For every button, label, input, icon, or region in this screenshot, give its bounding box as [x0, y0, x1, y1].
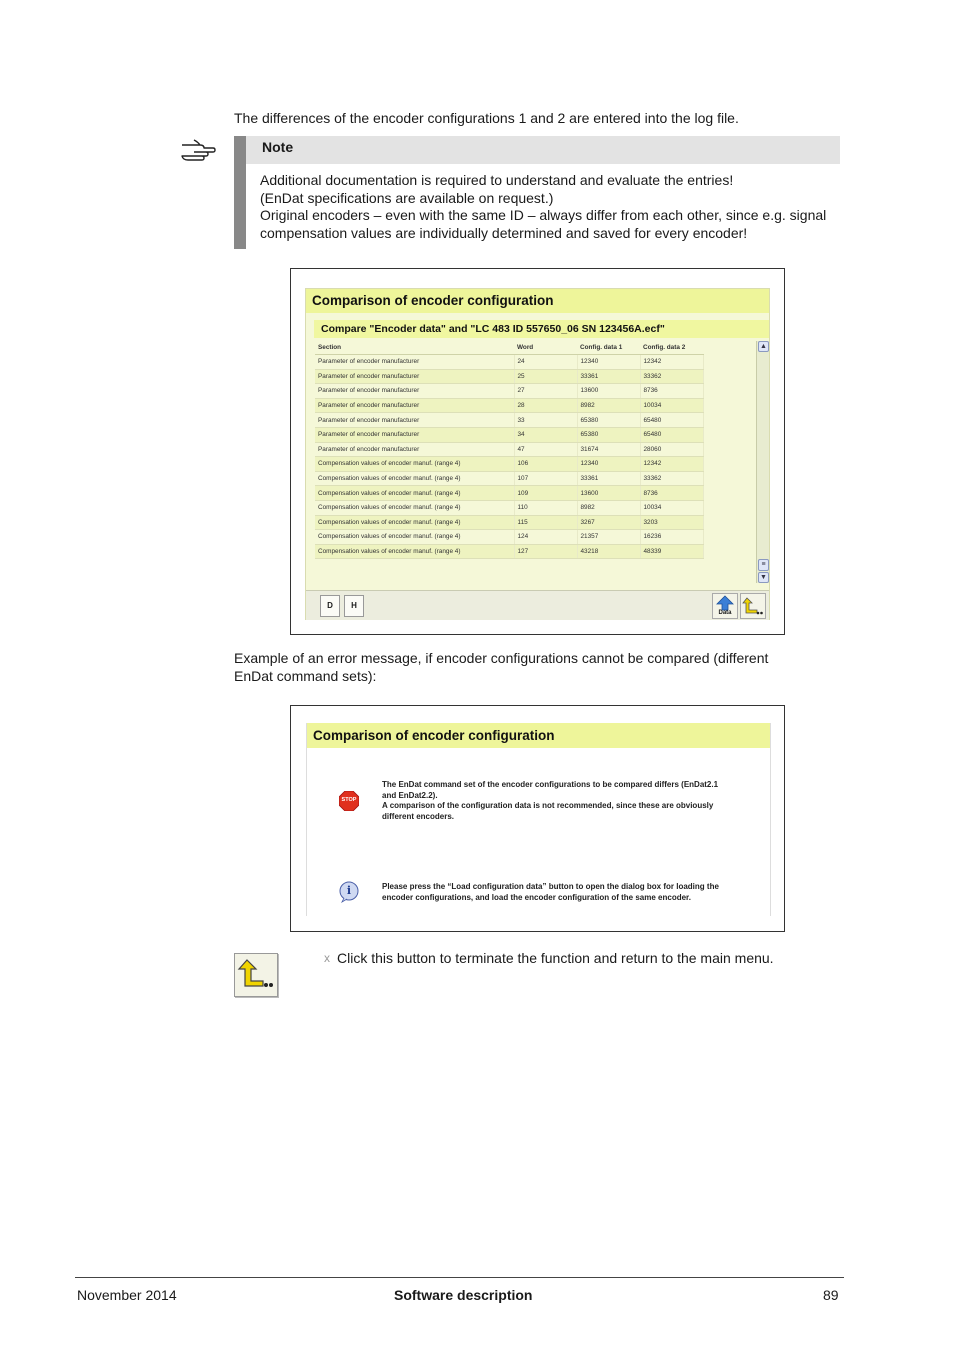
cell-config-2: 8736 [640, 486, 703, 501]
footer-date: November 2014 [77, 1287, 177, 1303]
table-row [315, 515, 703, 530]
cell-config-1: 43218 [577, 544, 640, 559]
error-window-title: Comparison of encoder configuration [307, 723, 770, 748]
cell-word: 107 [514, 471, 577, 486]
cell-section: Compensation values of encoder manuf. (range 4) [315, 486, 514, 501]
pointing-hand-icon [180, 136, 216, 164]
cell-config-1: 65380 [577, 427, 640, 442]
error-screenshot [290, 705, 785, 932]
window-title: Comparison of encoder configuration [306, 289, 769, 313]
bullet-marker: x [324, 951, 330, 965]
table-row [315, 544, 703, 559]
intro-text: The differences of the encoder configurations 1 and 2 are entered into the log file. [234, 110, 739, 126]
cell-word: 124 [514, 530, 577, 545]
cell-section: Parameter of encoder manufacturer [315, 384, 514, 399]
error-window [306, 723, 771, 916]
cell-config-2: 65480 [640, 413, 703, 428]
table-row [315, 384, 703, 399]
info-icon [338, 881, 360, 903]
scroll-up-icon[interactable]: ▲ [758, 341, 769, 352]
cell-config-2: 12342 [640, 355, 703, 370]
cell-word: 106 [514, 457, 577, 472]
col-config-2: Config. data 2 [640, 341, 703, 355]
footer-rule [75, 1277, 844, 1278]
cell-section: Parameter of encoder manufacturer [315, 369, 514, 384]
cell-config-1: 33361 [577, 471, 640, 486]
info-icon-label: i [346, 884, 352, 897]
cell-config-2: 8736 [640, 384, 703, 399]
cell-word: 28 [514, 398, 577, 413]
table-row [315, 427, 703, 442]
info-message-line: Please press the “Load configuration data” button to open the dialog box for loading the [382, 882, 719, 891]
cell-config-2: 48339 [640, 544, 703, 559]
table-row [315, 442, 703, 457]
note-title: Note [262, 139, 294, 155]
cell-config-1: 65380 [577, 413, 640, 428]
cell-word: 33 [514, 413, 577, 428]
note-line: (EnDat specifications are available on request.) [260, 189, 554, 206]
footer-title: Software description [394, 1287, 533, 1303]
note-line: compensation values are individually determined and saved for every encoder! [260, 224, 748, 241]
cell-config-2: 3203 [640, 515, 703, 530]
error-message-line: and EnDat2.2). [382, 790, 438, 800]
compare-subtitle: Compare "Encoder data" and "LC 483 ID 557650_06 SN 123456A.ecf" [314, 320, 769, 338]
stop-icon [339, 791, 359, 811]
h-button[interactable]: H [344, 595, 364, 617]
exit-button-small[interactable] [740, 593, 766, 619]
page-number: 89 [823, 1287, 839, 1303]
cell-section: Compensation values of encoder manuf. (range 4) [315, 530, 514, 545]
cell-section: Parameter of encoder manufacturer [315, 442, 514, 457]
cell-section: Compensation values of encoder manuf. (range 4) [315, 515, 514, 530]
cell-section: Parameter of encoder manufacturer [315, 427, 514, 442]
cell-section: Parameter of encoder manufacturer [315, 413, 514, 428]
cell-config-1: 21357 [577, 530, 640, 545]
exit-button-description: Click this button to terminate the function and return to the main menu. [337, 950, 774, 966]
return-arrow-icon [741, 594, 765, 618]
cell-config-1: 12340 [577, 355, 640, 370]
cell-config-1: 3267 [577, 515, 640, 530]
note-line: Additional documentation is required to understand and evaluate the entries! [260, 172, 734, 188]
error-message-line: different encoders. [382, 811, 455, 821]
error-message-line: The EnDat command set of the encoder configurations to be compared differs (EnDat2.1 [382, 780, 719, 789]
note-side-bar [234, 136, 246, 249]
comparison-table [315, 341, 704, 559]
cell-word: 110 [514, 500, 577, 515]
exit-button[interactable] [234, 953, 278, 997]
col-word: Word [514, 341, 577, 355]
cell-config-2: 10034 [640, 500, 703, 515]
cell-section: Compensation values of encoder manuf. (range 4) [315, 500, 514, 515]
cell-word: 115 [514, 515, 577, 530]
cell-config-2: 33362 [640, 369, 703, 384]
error-message-line: A comparison of the configuration data is not recommended, since these are obviously [382, 801, 714, 810]
cell-word: 27 [514, 384, 577, 399]
cell-config-1: 13600 [577, 384, 640, 399]
table-row [315, 398, 703, 413]
cell-config-1: 31674 [577, 442, 640, 457]
table-scrollbar[interactable] [756, 341, 769, 583]
note-body [260, 172, 842, 242]
table-row [315, 500, 703, 515]
comparison-table-area [315, 341, 755, 581]
cell-config-1: 8982 [577, 500, 640, 515]
cell-config-2: 28060 [640, 442, 703, 457]
cell-word: 109 [514, 486, 577, 501]
cell-word: 25 [514, 369, 577, 384]
error-intro-line: EnDat command sets): [234, 668, 377, 684]
note-line: Original encoders – even with the same ID – always differ from each other, since e.g. signal [260, 207, 827, 224]
cell-config-2: 33362 [640, 471, 703, 486]
d-button[interactable]: D [320, 595, 340, 617]
cell-config-1: 8982 [577, 398, 640, 413]
cell-section: Compensation values of encoder manuf. (range 4) [315, 544, 514, 559]
cell-config-2: 16236 [640, 530, 703, 545]
col-section: Section [315, 341, 514, 355]
table-row [315, 457, 703, 472]
error-intro-line: Example of an error message, if encoder configurations cannot be compared (different [234, 650, 769, 666]
cell-config-2: 65480 [640, 427, 703, 442]
data-button-label: Data [718, 610, 732, 616]
cell-section: Compensation values of encoder manuf. (range 4) [315, 457, 514, 472]
scroll-thumb-icon[interactable]: ≡ [758, 559, 769, 571]
cell-config-2: 10034 [640, 398, 703, 413]
col-config-1: Config. data 1 [577, 341, 640, 355]
cell-config-1: 13600 [577, 486, 640, 501]
cell-config-1: 33361 [577, 369, 640, 384]
table-row [315, 355, 703, 370]
info-message [382, 882, 767, 903]
table-row [315, 369, 703, 384]
note-header [246, 136, 840, 164]
return-arrow-icon [235, 954, 277, 996]
load-data-button[interactable] [712, 593, 738, 619]
window-toolbar [306, 590, 769, 620]
comparison-window [305, 288, 770, 620]
error-message [382, 780, 767, 822]
comparison-screenshot [290, 268, 785, 635]
error-intro [234, 649, 834, 685]
cell-word: 24 [514, 355, 577, 370]
cell-section: Parameter of encoder manufacturer [315, 398, 514, 413]
cell-word: 34 [514, 427, 577, 442]
table-row [315, 471, 703, 486]
table-row [315, 530, 703, 545]
scroll-down-icon[interactable]: ▼ [758, 572, 769, 583]
cell-section: Compensation values of encoder manuf. (range 4) [315, 471, 514, 486]
stop-icon-label: STOP [341, 797, 357, 803]
table-row [315, 413, 703, 428]
cell-word: 47 [514, 442, 577, 457]
table-row [315, 486, 703, 501]
cell-word: 127 [514, 544, 577, 559]
cell-section: Parameter of encoder manufacturer [315, 355, 514, 370]
cell-config-2: 12342 [640, 457, 703, 472]
cell-config-1: 12340 [577, 457, 640, 472]
info-message-line: encoder configurations, and load the encoder configuration of the same encoder. [382, 892, 691, 902]
